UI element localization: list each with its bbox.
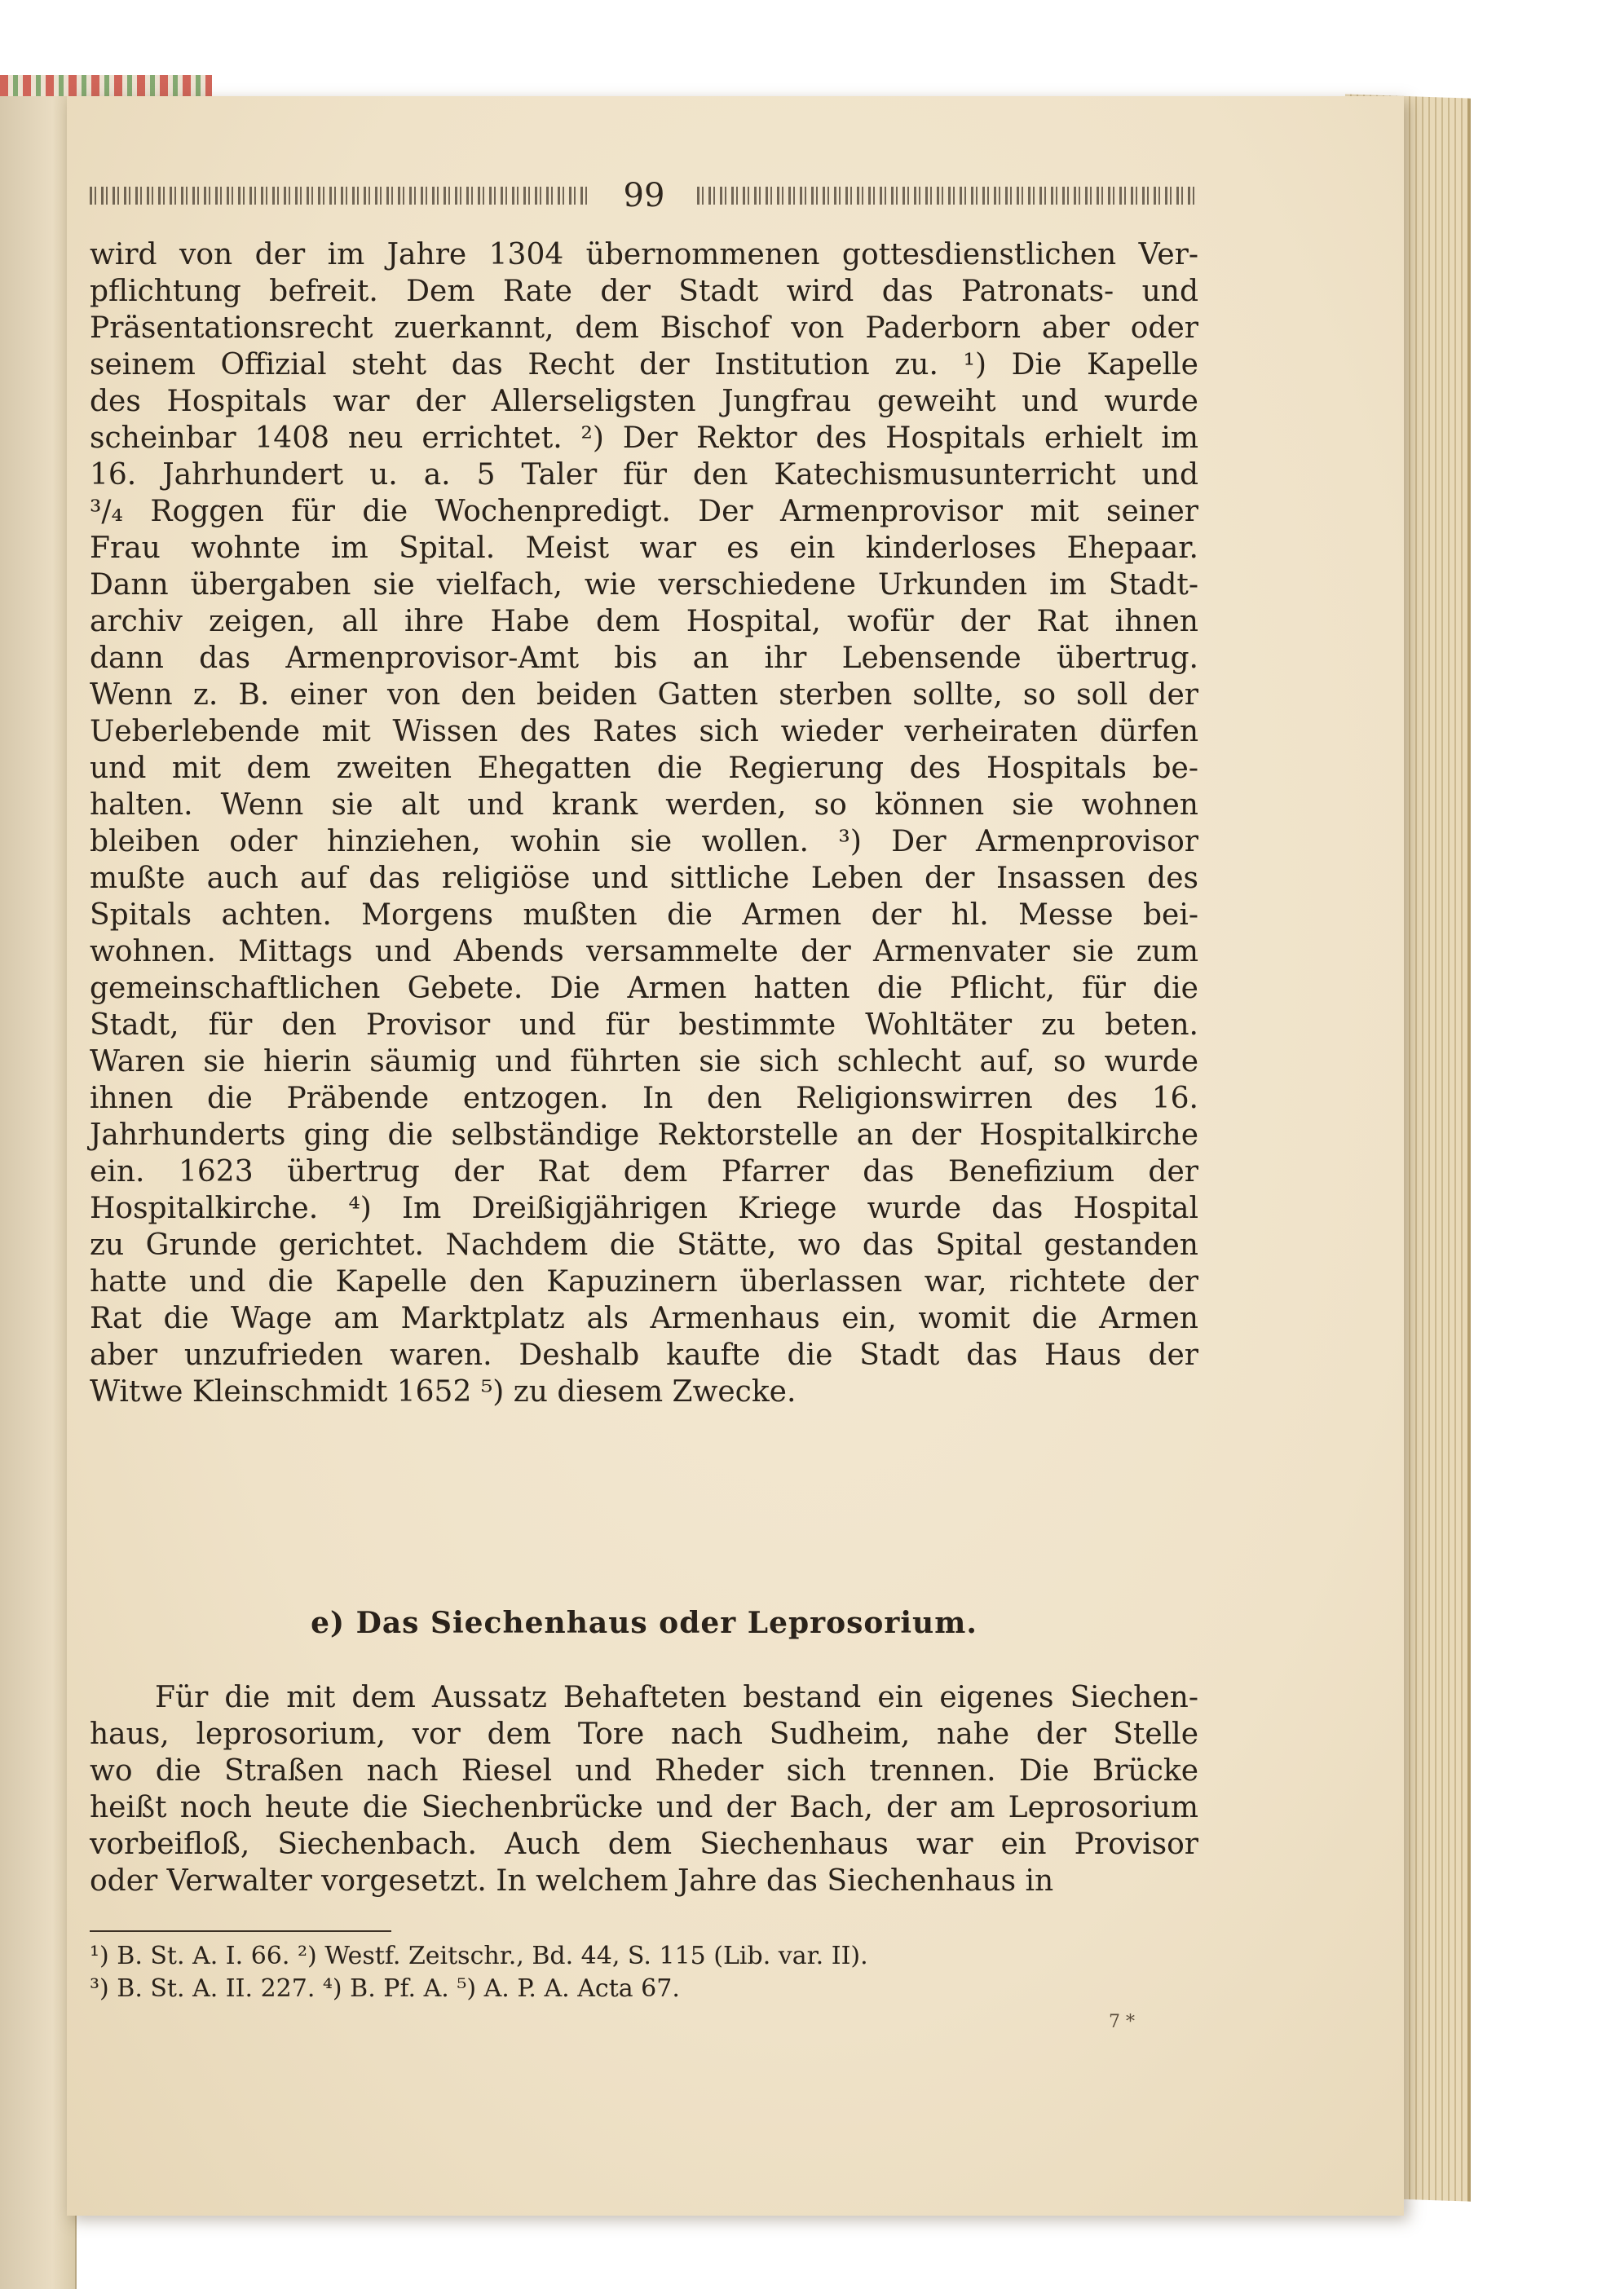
text-line: pflichtung befreit. Dem Rate der Stadt wird das Patronats- und [90, 275, 1198, 308]
text-line: oder Verwalter vorgesetzt. In welchem Jahre das Siechenhaus in [90, 1864, 1054, 1898]
text-line: Präsentationsrecht zuerkannt, dem Bischof von Paderborn aber oder [90, 311, 1198, 345]
page-number: 99 [623, 177, 665, 214]
text-line: ³/₄ Roggen für die Wochenpredigt. Der Armenprovisor mit seiner [90, 495, 1198, 528]
text-line: vorbeifloß, Siechenbach. Auch dem Siechenhaus war ein Provisor [90, 1828, 1198, 1861]
text-line: scheinbar 1408 neu errichtet. ²) Der Rektor des Hospitals erhielt im [90, 421, 1198, 455]
footnote-line: ³) B. St. A. II. 227. ⁴) B. Pf. A. ⁵) A. P. A. Acta 67. [90, 1974, 680, 2003]
text-line: Hospitalkirche. ⁴) Im Dreißigjährigen Kriege wurde das Hospital [90, 1192, 1198, 1225]
header-ornament-right [697, 187, 1198, 205]
text-line: mußte auch auf das religiöse und sittliche Leben der Insassen des [90, 862, 1198, 895]
text-line: ihnen die Präbende entzogen. In den Religionswirren des 16. [90, 1082, 1198, 1115]
text-line: Wenn z. B. einer von den beiden Gatten sterben sollte, so soll der [90, 678, 1198, 712]
text-line: hatte und die Kapelle den Kapuzinern überlassen war, richtete der [90, 1265, 1198, 1299]
text-line: Rat die Wage am Marktplatz als Armenhaus ein, womit die Armen [90, 1302, 1198, 1335]
text-line: 16. Jahrhundert u. a. 5 Taler für den Katechismusunterricht und [90, 458, 1198, 492]
header-ornament-left [90, 187, 591, 205]
left-page-edge [0, 96, 77, 2289]
text-line: Waren sie hierin säumig und führten sie sich schlecht auf, so wurde [90, 1045, 1198, 1078]
text-line: archiv zeigen, all ihre Habe dem Hospital, wofür der Rat ihnen [90, 605, 1198, 638]
main-paragraph [90, 236, 1198, 1410]
signature-mark: 7 * [1109, 2012, 1135, 2032]
text-line: Spitals achten. Morgens mußten die Armen der hl. Messe bei- [90, 898, 1198, 932]
text-line: halten. Wenn sie alt und krank werden, so können sie wohnen [90, 788, 1198, 822]
text-line: haus, leprosorium, vor dem Tore nach Sudheim, nahe der Stelle [90, 1718, 1198, 1751]
text-line: ein. 1623 übertrug der Rat dem Pfarrer das Benefizium der [90, 1155, 1198, 1189]
text-line: heißt noch heute die Siechenbrücke und der Bach, der am Leprosorium [90, 1791, 1198, 1824]
text-line: Witwe Kleinschmidt 1652 ⁵) zu diesem Zwecke. [90, 1375, 797, 1409]
text-line: Frau wohnte im Spital. Meist war es ein kinderloses Ehepaar. [90, 531, 1198, 565]
text-line: Dann übergaben sie vielfach, wie verschiedene Urkunden im Stadt- [90, 568, 1198, 602]
section-heading: e) Das Siechenhaus oder Leprosorium. [311, 1606, 977, 1640]
text-line: gemeinschaftlichen Gebete. Die Armen hatten die Pflicht, für die [90, 972, 1198, 1005]
footnote-rule [90, 1930, 391, 1932]
page-header [90, 171, 1198, 220]
text-line: wird von der im Jahre 1304 übernommenen gottesdienstlichen Ver- [90, 238, 1198, 271]
text-line: Ueberlebende mit Wissen des Rates sich wieder verheiraten dürfen [90, 715, 1198, 748]
second-paragraph [90, 1679, 1198, 1899]
text-line: Jahrhunderts ging die selbständige Rektorstelle an der Hospitalkirche [90, 1118, 1198, 1152]
text-line: bleiben oder hinziehen, wohin sie wollen. ³) Der Armenprovisor [90, 825, 1198, 858]
text-line: aber unzufrieden waren. Deshalb kaufte die Stadt das Haus der [90, 1339, 1198, 1372]
text-line: des Hospitals war der Allerseligsten Jungfrau geweiht und wurde [90, 385, 1198, 418]
text-line: und mit dem zweiten Ehegatten die Regierung des Hospitals be- [90, 752, 1198, 785]
text-line: wohnen. Mittags und Abends versammelte der Armenvater sie zum [90, 935, 1198, 968]
footnote-line: ¹) B. St. A. I. 66. ²) Westf. Zeitschr., Bd. 44, S. 115 (Lib. var. II). [90, 1942, 868, 1970]
text-line: seinem Offizial steht das Recht der Institution zu. ¹) Die Kapelle [90, 348, 1198, 382]
text-line: Stadt, für den Provisor und für bestimmte Wohltäter zu beten. [90, 1008, 1198, 1042]
footnotes [90, 1940, 1198, 2005]
text-line: zu Grunde gerichtet. Nachdem die Stätte, wo das Spital gestanden [90, 1228, 1198, 1262]
text-line: wo die Straßen nach Riesel und Rheder sich trennen. Die Brücke [90, 1754, 1198, 1788]
text-line: dann das Armenprovisor-Amt bis an ihr Lebensende übertrug. [90, 642, 1198, 675]
text-line: Für die mit dem Aussatz Behafteten bestand ein eigenes Siechen- [155, 1681, 1198, 1714]
